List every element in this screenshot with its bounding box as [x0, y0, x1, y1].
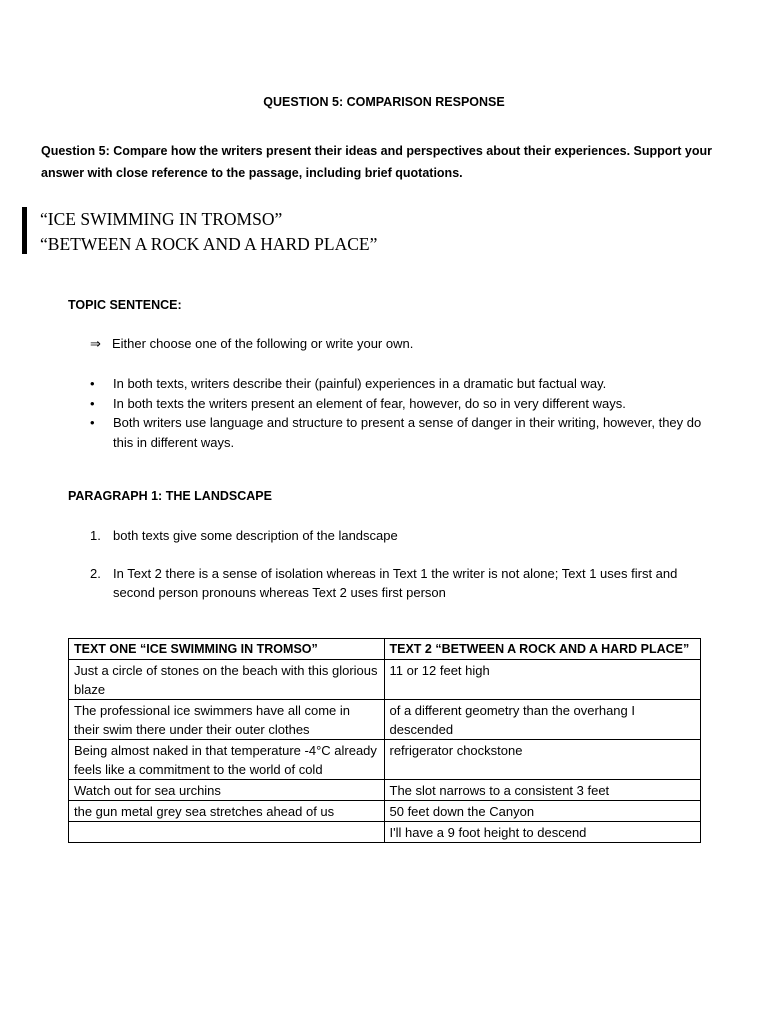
table-row: [69, 780, 701, 801]
text-two-title: “BETWEEN A ROCK AND A HARD PLACE”: [40, 234, 378, 254]
table-row: [69, 700, 701, 740]
table-cell: Watch out for sea urchins: [69, 780, 385, 801]
table-cell: refrigerator chockstone: [384, 740, 701, 780]
point-text: both texts give some description of the landscape: [113, 528, 398, 543]
point-number: 1.: [90, 528, 101, 543]
question-prompt: Question 5: Compare how the writers present their ideas and perspectives about their experiences. Support your answer with close reference to the passage, including brief quotations.: [41, 144, 713, 180]
numbered-point: [90, 527, 710, 546]
table-cell: 11 or 12 feet high: [384, 660, 701, 700]
table-cell: of a different geometry than the overhang I descended: [384, 700, 701, 740]
option-text: Both writers use language and structure to present a sense of danger in their writing, however, they do this in different ways.: [113, 415, 702, 450]
point-text: In Text 2 there is a sense of isolation whereas in Text 1 the writer is not alone; Text 1 uses first and second person pronouns whereas Text 2 uses first person: [113, 566, 678, 600]
table-cell: [69, 822, 385, 843]
topic-sentence-options: [90, 374, 710, 452]
option-text: In both texts, writers describe their (painful) experiences in a dramatic but factual way.: [113, 376, 607, 391]
column-header-text-one: TEXT ONE “ICE SWIMMING IN TROMSO”: [69, 639, 385, 660]
text-one-title: “ICE SWIMMING IN TROMSO”: [40, 209, 283, 229]
bullet-icon: •: [90, 376, 95, 391]
paragraph-1-heading: PARAGRAPH 1: THE LANDSCAPE: [68, 489, 272, 503]
text-titles: [40, 207, 377, 257]
table-header-row: [69, 639, 701, 660]
instruction-line: [90, 336, 413, 352]
table-cell: 50 feet down the Canyon: [384, 801, 701, 822]
right-double-arrow-icon: ⇒: [90, 336, 101, 351]
table-cell: Being almost naked in that temperature -4°C already feels like a commitment to the world of cold: [69, 740, 385, 780]
bullet-icon: •: [90, 395, 95, 411]
table-cell: The slot narrows to a consistent 3 feet: [384, 780, 701, 801]
instruction-text: Either choose one of the following or write your own.: [112, 336, 414, 351]
page-title: QUESTION 5: COMPARISON RESPONSE: [263, 95, 505, 109]
comparison-table: [68, 638, 701, 843]
bullet-icon: •: [90, 415, 95, 430]
table-row: [69, 660, 701, 700]
point-number: 2.: [90, 566, 101, 581]
table-row: [69, 822, 701, 843]
topic-sentence-heading: TOPIC SENTENCE:: [68, 298, 182, 312]
table-cell: The professional ice swimmers have all come in their swim there under their outer clothes: [69, 700, 385, 740]
column-header-text-two: TEXT 2 “BETWEEN A ROCK AND A HARD PLACE”: [384, 639, 701, 660]
table-cell: the gun metal grey sea stretches ahead of us: [69, 801, 385, 822]
table-row: [69, 801, 701, 822]
table-row: [69, 740, 701, 780]
table-cell: I'll have a 9 foot height to descend: [384, 822, 701, 843]
table-cell: Just a circle of stones on the beach with this glorious blaze: [69, 660, 385, 700]
heading-marker-bar: [22, 207, 27, 254]
numbered-point: [90, 565, 710, 602]
list-item: [90, 374, 710, 394]
list-item: [90, 394, 710, 414]
list-item: [90, 413, 710, 452]
option-text: In both texts the writers present an element of fear, however, do so in very different ways.: [113, 395, 626, 411]
